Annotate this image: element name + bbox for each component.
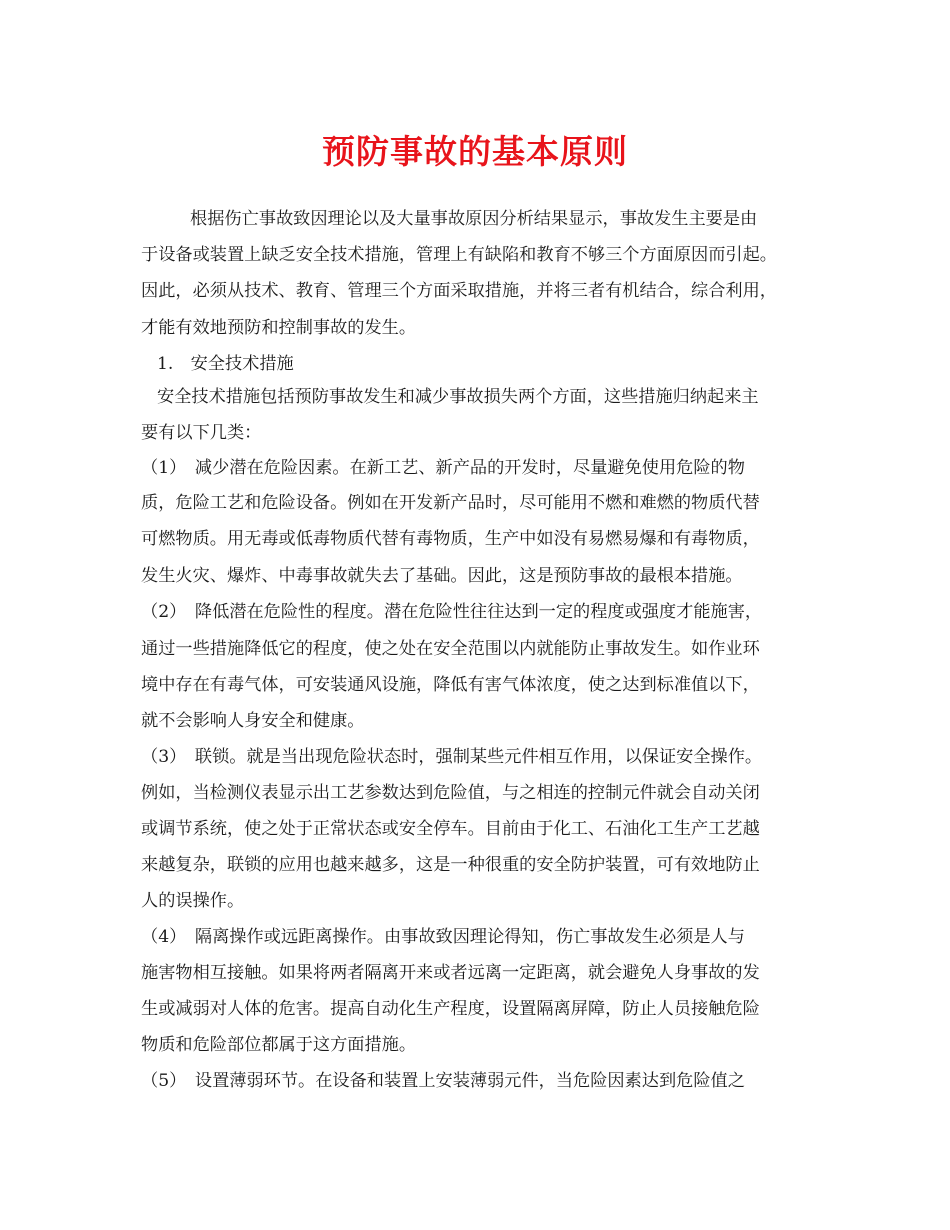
- paragraph-line: 才能有效地预防和控制事故的发生。: [141, 318, 417, 338]
- paragraph-line: 根据伤亡事故致因理论以及大量事故原因分析结果显示，事故发生主要是由: [190, 209, 758, 229]
- paragraph-line: 质，危险工艺和危险设备。例如在开发新产品时，尽可能用不燃和难燃的物质代替: [141, 493, 760, 513]
- paragraph-line: 来越复杂，联锁的应用也越来越多，这是一种很重的安全防护装置，可有效地防止: [141, 855, 760, 875]
- paragraph-line: 境中存在有毒气体，可安装通风设施，降低有害气体浓度，使之达到标准值以下，: [141, 675, 760, 695]
- paragraph-line: 人的误操作。: [141, 891, 245, 911]
- document-title: 预防事故的基本原则: [322, 132, 628, 171]
- paragraph-line: 物质和危险部位都属于这方面措施。: [141, 1035, 417, 1055]
- paragraph-line: 通过一些措施降低它的程度，使之处在安全范围以内就能防止事故发生。如作业环: [141, 639, 760, 659]
- paragraph-line: 例如，当检测仪表显示出工艺参数达到危险值，与之相连的控制元件就会自动关闭: [141, 783, 760, 803]
- paragraph-line: （3） 联锁。就是当出现危险状态时，强制某些元件相互作用，以保证安全操作。: [141, 747, 763, 767]
- paragraph-line: 于设备或装置上缺乏安全技术措施，管理上有缺陷和教育不够三个方面原因而引起。: [141, 245, 777, 265]
- paragraph-line: 要有以下几类：: [141, 423, 262, 443]
- paragraph-line: （4） 隔离操作或远距离操作。由事故致因理论得知，伤亡事故发生必须是人与: [141, 927, 745, 947]
- paragraph-line: 发生火灾、爆炸、中毒事故就失去了基础。因此，这是预防事故的最根本措施。: [141, 566, 743, 586]
- paragraph-line: 因此，必须从技术、教育、管理三个方面采取措施，并将三者有机结合，综合利用，: [141, 281, 777, 301]
- paragraph-line: 生或减弱对人体的危害。提高自动化生产程度，设置隔离屏障，防止人员接触危险: [141, 999, 760, 1019]
- paragraph-line: 或调节系统，使之处于正常状态或安全停车。目前由于化工、石油化工生产工艺越: [141, 819, 760, 839]
- paragraph-line: （1） 减少潜在危险因素。在新工艺、新产品的开发时，尽量避免使用危险的物: [141, 458, 745, 478]
- paragraph-line: 可燃物质。用无毒或低毒物质代替有毒物质，生产中如没有易燃易爆和有毒物质，: [141, 529, 760, 549]
- paragraph-line: 就不会影响人身安全和健康。: [141, 711, 365, 731]
- section-heading: 1. 安全技术措施: [157, 354, 294, 374]
- paragraph-line: （2） 降低潜在危险性的程度。潜在危险性往往达到一定的程度或强度才能施害，: [141, 602, 763, 622]
- paragraph-line: 施害物相互接触。如果将两者隔离开来或者远离一定距离，就会避免人身事故的发: [141, 963, 760, 983]
- paragraph-line: （5） 设置薄弱环节。在设备和装置上安装薄弱元件，当危险因素达到危险值之: [141, 1071, 745, 1091]
- paragraph-line: 安全技术措施包括预防事故发生和减少事故损失两个方面，这些措施归纳起来主: [157, 387, 759, 407]
